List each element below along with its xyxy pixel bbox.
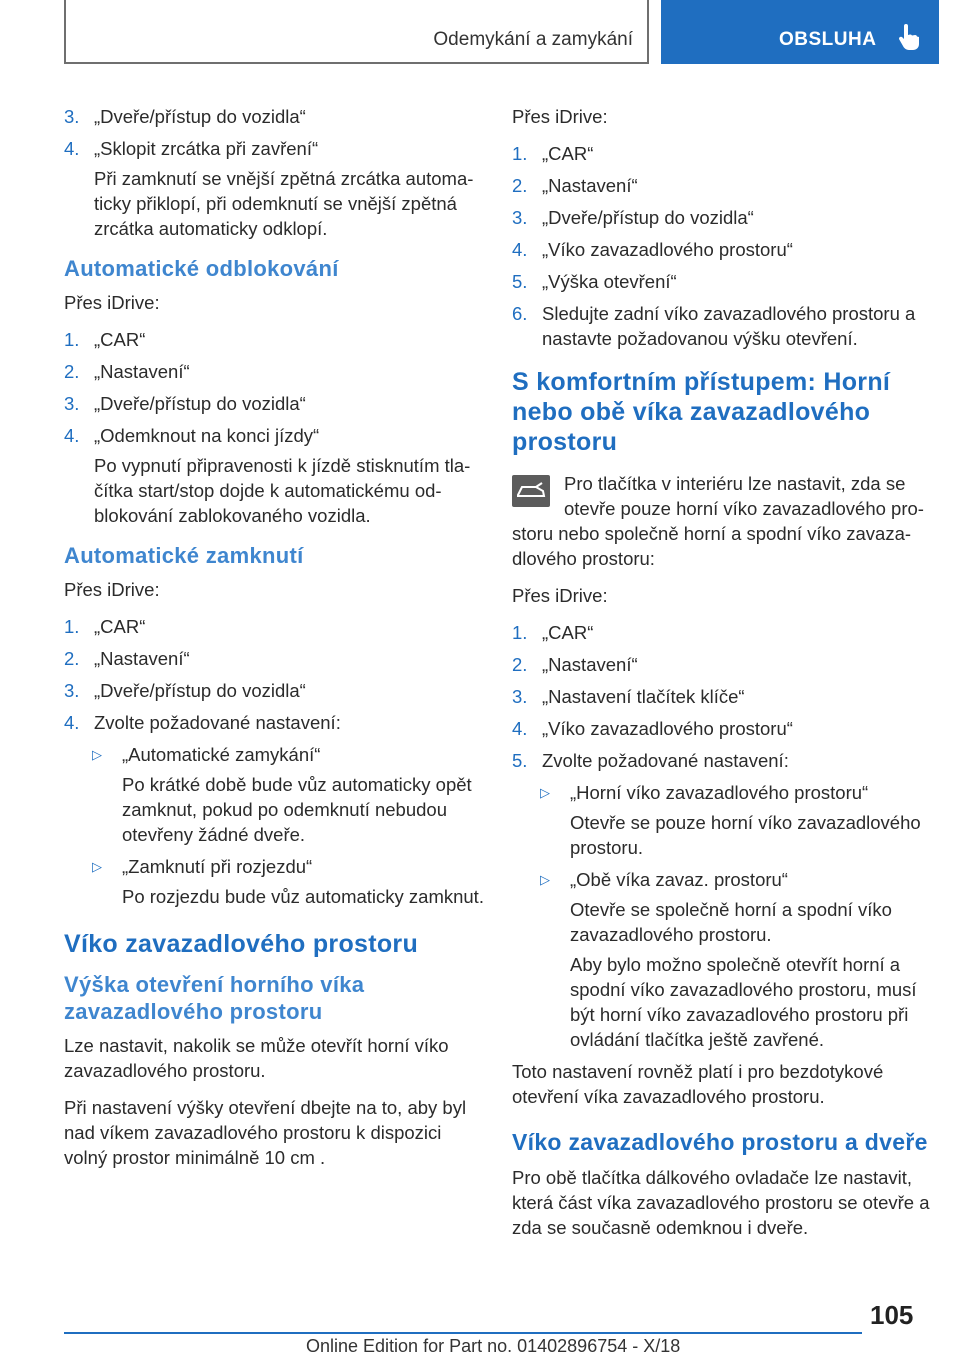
- via-idrive: Přes iDrive:: [64, 579, 160, 600]
- bullet-item: ▷ „Horní víko zavazadlového prostoru“ Otevře se pouze horní víko zavazadlového prostoru.: [540, 782, 921, 858]
- paragraph: Lze nastavit, nakolik se může otevřít horní víko zavazadlového prostoru.: [64, 1035, 449, 1081]
- list-item: 3. „Dveře/přístup do vozidla“: [64, 106, 306, 127]
- list-item: 4. „Odemknout na konci jízdy“ Po vypnutí připravenosti k jízdě stisknutím tlačítka start/stop dojde k automatickému odblokování zablokovaného vozidla.: [64, 425, 471, 526]
- paragraph: Pro tlačítka v interiéru lze nastavit, zda se otevře pouze horní víko zavazadlového prostoru nebo společně horní a spodní víko zavazadlového prostoru:: [512, 473, 924, 569]
- list-item: 1. „CAR“: [64, 329, 146, 350]
- list-item: 4. „Víko zavazadlového prostoru“: [512, 718, 793, 739]
- heading-auto-unlock: Automatické odblokování: [64, 256, 339, 281]
- triangle-bullet-icon: ▷: [92, 859, 102, 874]
- right-column: [512, 104, 930, 1252]
- bullet-item: ▷ „Obě víka zavaz. prostoru“ Otevře se společně horní a spodní víko zavazadlového prostoru. Aby bylo možno společně otevřít horní a spodní víko zavazadlového prostoru, musí být horní víko zavazadlového prostoru při ovládání tlačítka ještě zavřené.: [540, 869, 917, 1050]
- footer-edition: Online Edition for Part no. 01402896754 - X/18: [306, 1336, 681, 1356]
- triangle-bullet-icon: ▷: [540, 872, 550, 887]
- footer-divider: [64, 1332, 862, 1334]
- left-column: [64, 104, 484, 1182]
- list-item: 2. „Nastavení“: [512, 654, 638, 675]
- car-tailgate-icon: [512, 475, 550, 507]
- list-item: 1. „CAR“: [512, 622, 594, 643]
- heading-auto-lock: Automatické zamknutí: [64, 543, 304, 568]
- paragraph: Toto nastavení rovněž platí i pro bezdotykové otevření víka zavazadlového prostoru.: [512, 1061, 884, 1107]
- list-item: 3. „Dveře/přístup do vozidla“: [512, 207, 754, 228]
- via-idrive: Přes iDrive:: [512, 585, 608, 606]
- list-item: 1. „CAR“: [64, 616, 146, 637]
- chapter-title: Odemykání a zamykání: [433, 29, 633, 50]
- list-item: 2. „Nastavení“: [512, 175, 638, 196]
- paragraph: Pro obě tlačítka dálkového ovladače lze nastavit, která část víka zavazadlového prostoru se otevře a zda se současně odemknou i dveře.: [512, 1167, 930, 1238]
- section-title: OBSLUHA: [779, 29, 877, 50]
- list-item: 5. Zvolte požadované nastavení:: [512, 750, 789, 771]
- via-idrive: Přes iDrive:: [64, 292, 160, 313]
- list-item: 5. „Výška otevření“: [512, 271, 677, 292]
- list-item: 3. „Nastavení tlačítek klíče“: [512, 686, 745, 707]
- list-item: 4. „Sklopit zrcátka při zavření“ Při zamknutí se vnější zpětná zrcátka automaticky přiklopí, při odemknutí se vnější zpětná zrcátka automaticky odklopí.: [64, 138, 474, 239]
- paragraph: Při nastavení výšky otevření dbejte na to, aby byl nad víkem zavazadlového prostoru k dispozici volný prostor minimálně 10 cm .: [64, 1097, 467, 1168]
- header-chapter-box: [64, 0, 649, 64]
- list-item: 4. Zvolte požadované nastavení:: [64, 712, 341, 733]
- list-item: 3. „Dveře/přístup do vozidla“: [64, 393, 306, 414]
- heading-trunk-lid: Víko zavazadlového prostoru: [64, 930, 419, 958]
- list-item: 1. „CAR“: [512, 143, 594, 164]
- list-item: 4. „Víko zavazadlového prostoru“: [512, 239, 793, 260]
- triangle-bullet-icon: ▷: [540, 785, 550, 800]
- heading-lid-and-doors: Víko zavazadlového prostoru a dveře: [512, 1129, 928, 1155]
- bullet-item: ▷ „Zamknutí při rozjezdu“ Po rozjezdu bude vůz automaticky zamknut.: [92, 856, 484, 907]
- heading-opening-height: Výška otevření horního víka zavazadlového prostoru: [64, 972, 365, 1024]
- hand-pointer-icon: [897, 24, 921, 52]
- list-item: 6. Sledujte zadní víko zavazadlového prostoru a nastavte požadovanou výšku otevření.: [512, 303, 916, 349]
- heading-comfort-access: S komfortním přístupem: Horní nebo obě víka zavazadlového prostoru: [512, 368, 891, 456]
- via-idrive: Přes iDrive:: [512, 106, 608, 127]
- list-item: 3. „Dveře/přístup do vozidla“: [64, 680, 306, 701]
- header-section-box: [661, 0, 939, 64]
- list-item: 2. „Nastavení“: [64, 361, 190, 382]
- list-item: 2. „Nastavení“: [64, 648, 190, 669]
- triangle-bullet-icon: ▷: [92, 747, 102, 762]
- page-number: 105: [870, 1300, 914, 1330]
- bullet-item: ▷ „Automatické zamykání“ Po krátké době bude vůz automaticky opět zamknut, pokud po odemknutí nebudou otevřeny žádné dveře.: [92, 744, 472, 845]
